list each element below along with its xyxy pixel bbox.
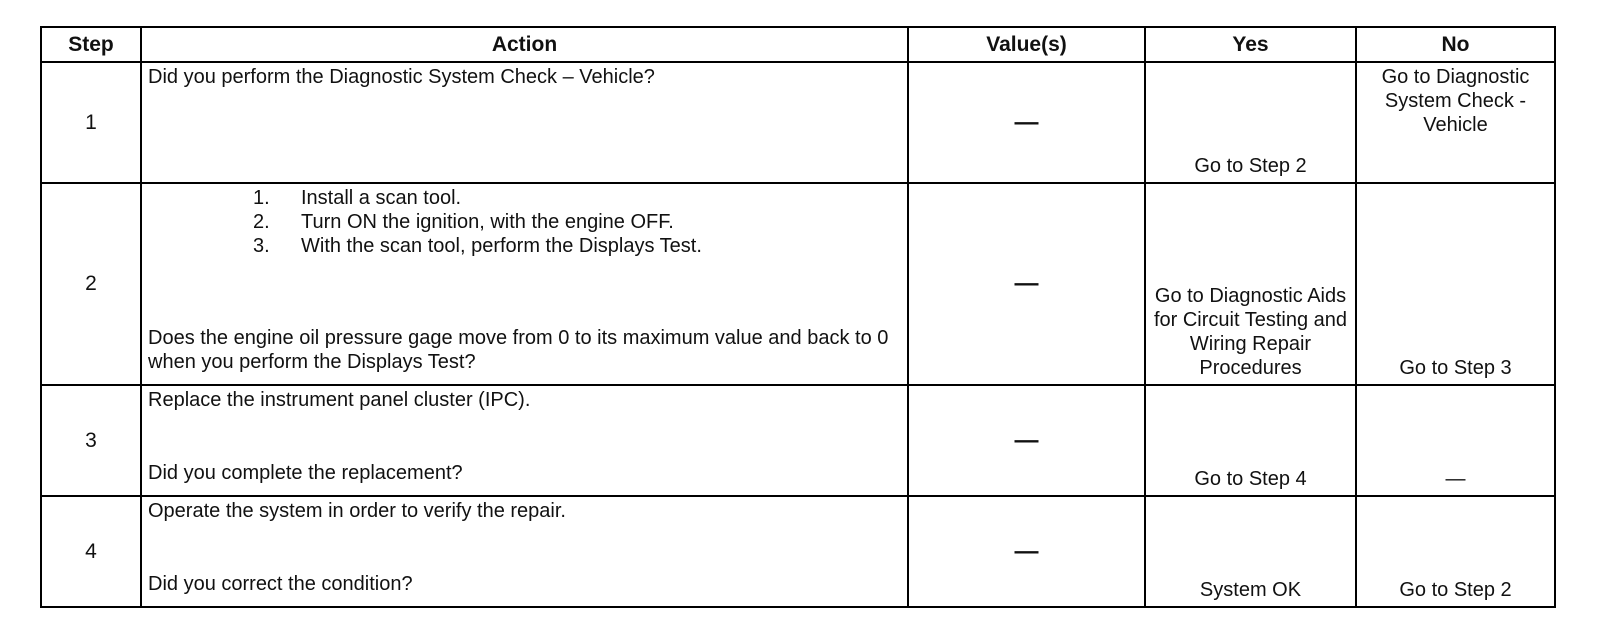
- table-row: [41, 183, 1555, 385]
- step-number: 2: [41, 183, 141, 385]
- step-number: 3: [41, 385, 141, 496]
- values-cell: —: [908, 62, 1145, 183]
- no-cell: Go to Step 2: [1356, 496, 1555, 607]
- action-question: Did you complete the replacement?: [148, 462, 463, 484]
- no-cell: Go to Step 3: [1356, 183, 1555, 385]
- values-cell: —: [908, 496, 1145, 607]
- action-cell: [141, 496, 908, 607]
- list-number: 3.: [253, 235, 270, 257]
- list-text: Install a scan tool.: [301, 187, 462, 209]
- action-text: Did you perform the Diagnostic System Check – Vehicle?: [148, 66, 655, 88]
- yes-cell: Go to Step 4: [1145, 385, 1356, 496]
- header-step: Step: [41, 27, 141, 62]
- list-text: Turn ON the ignition, with the engine OFF.: [301, 211, 674, 233]
- values-cell: —: [908, 183, 1145, 385]
- table-row: [41, 62, 1555, 183]
- header-row: [41, 27, 1555, 62]
- action-question: Did you correct the condition?: [148, 573, 413, 595]
- header-no: No: [1356, 27, 1555, 62]
- action-cell: [141, 385, 908, 496]
- header-action: Action: [141, 27, 908, 62]
- yes-cell: System OK: [1145, 496, 1356, 607]
- list-item: [253, 186, 901, 210]
- diagnostic-table: [40, 26, 1556, 608]
- action-question: Does the engine oil pressure gage move from 0 to its maximum value and back to 0 when you perform the Displays Test?: [148, 327, 889, 373]
- table-row: [41, 385, 1555, 496]
- no-cell: —: [1356, 385, 1555, 496]
- list-item: [253, 210, 901, 234]
- action-text: Replace the instrument panel cluster (IPC).: [148, 389, 531, 411]
- values-cell: —: [908, 385, 1145, 496]
- instruction-list: [148, 186, 901, 258]
- action-cell: [141, 62, 908, 183]
- step-number: 4: [41, 496, 141, 607]
- action-cell: [141, 183, 908, 385]
- list-number: 1.: [253, 187, 270, 209]
- header-values: Value(s): [908, 27, 1145, 62]
- list-number: 2.: [253, 211, 270, 233]
- action-text: Operate the system in order to verify the repair.: [148, 500, 566, 522]
- step-number: 1: [41, 62, 141, 183]
- list-item: [253, 234, 901, 258]
- yes-cell: Go to Step 2: [1145, 62, 1356, 183]
- no-cell: Go to Diagnostic System Check - Vehicle: [1356, 62, 1555, 183]
- table-row: [41, 496, 1555, 607]
- list-text: With the scan tool, perform the Displays Test.: [301, 235, 702, 257]
- header-yes: Yes: [1145, 27, 1356, 62]
- yes-cell: Go to Diagnostic Aids for Circuit Testing and Wiring Repair Procedures: [1145, 183, 1356, 385]
